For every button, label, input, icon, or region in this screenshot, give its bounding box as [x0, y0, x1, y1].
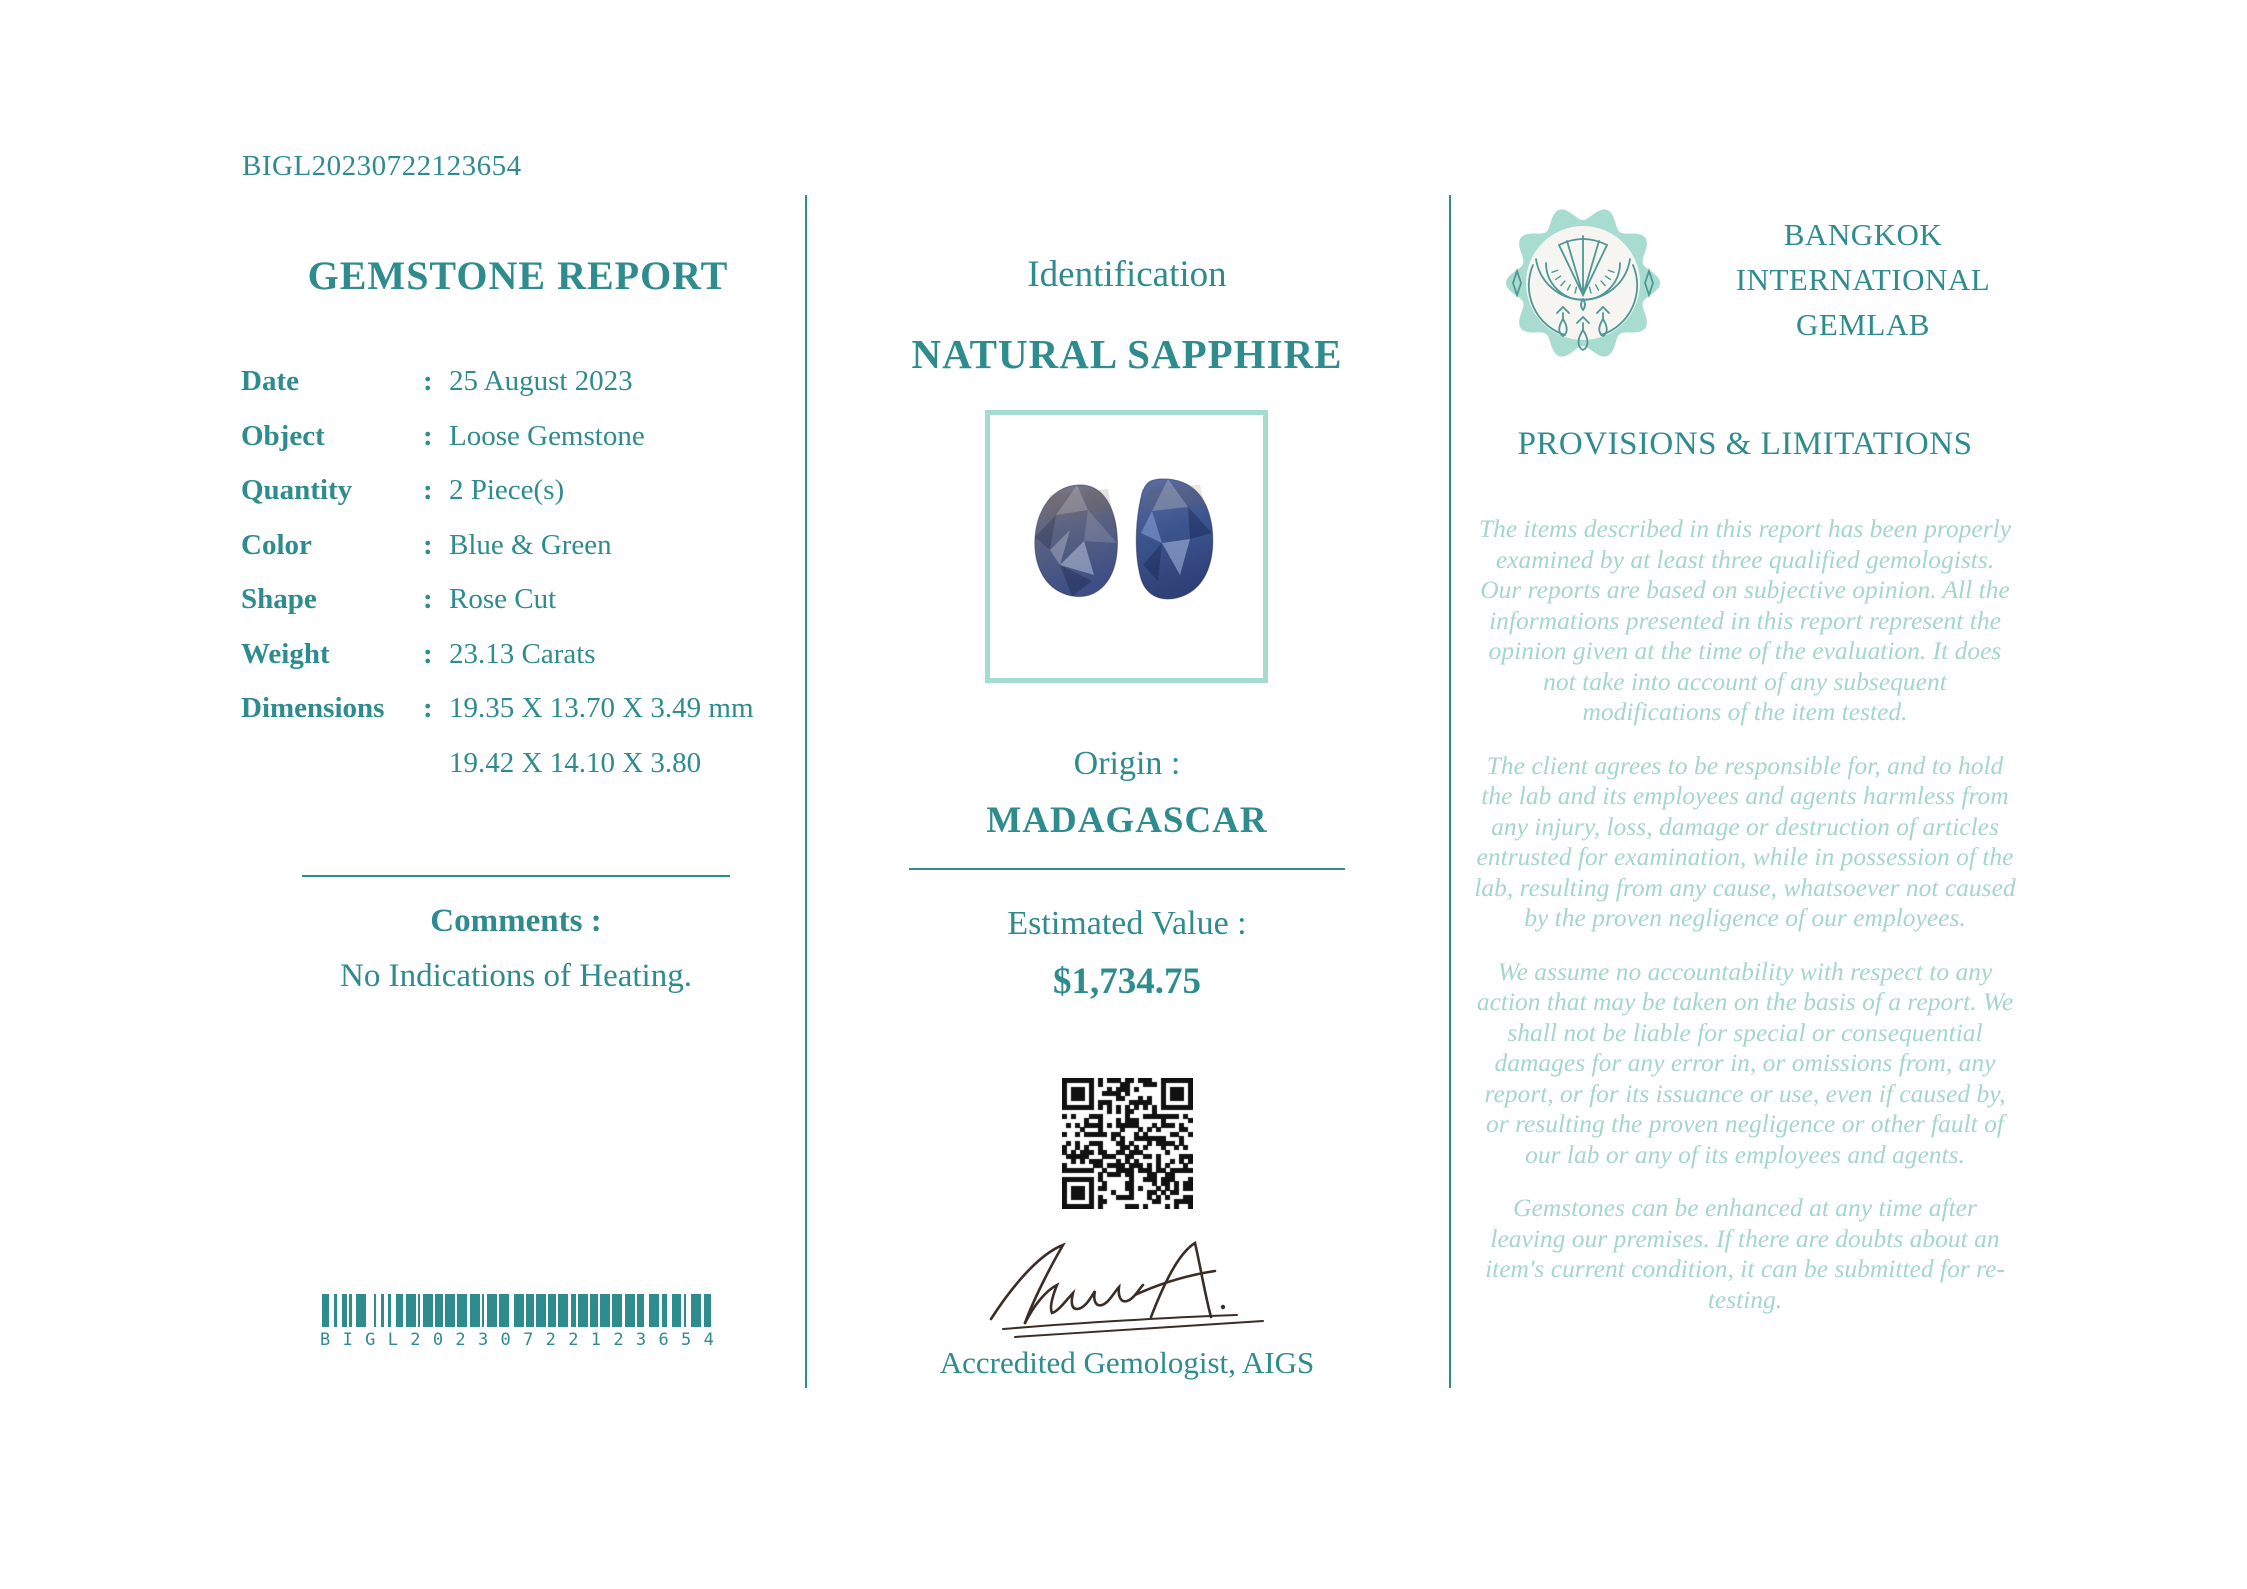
- report-field-row: Dimensions : 19.35 X 13.70 X 3.49 mm: [241, 692, 754, 724]
- lab-name-line: INTERNATIONAL: [1735, 262, 1991, 297]
- report-field-row: Color : Blue & Green: [241, 528, 612, 561]
- species-name: NATURAL SAPPHIRE: [911, 331, 1343, 377]
- lab-name: [1688, 212, 2038, 347]
- report-field-row: Object : Loose Gemstone: [241, 419, 645, 452]
- lab-logo-badge: [1503, 203, 1663, 363]
- estimated-value-label: Estimated Value :: [1007, 905, 1247, 942]
- comments-label: Comments :: [430, 903, 602, 939]
- gemstone-photo-frame: [985, 410, 1268, 683]
- report-field-row: Weight : 23.13 Carats: [241, 637, 596, 670]
- report-field-row: Shape : Rose Cut: [241, 583, 557, 615]
- qr-code: [1062, 1078, 1193, 1209]
- report-number: BIGL20230722123654: [242, 150, 522, 182]
- gemologist-credential: Accredited Gemologist, AIGS: [939, 1345, 1315, 1380]
- gemologist-signature: [975, 1233, 1280, 1345]
- provisions-heading: PROVISIONS & LIMITATIONS: [1517, 426, 1973, 462]
- report-title: GEMSTONE REPORT: [307, 253, 729, 298]
- provision-paragraph: We assume no accountability with respect to any action that may be taken on the basis of a report. We shall not be liable for special or consequential damages for any error in, or omissions from, any report, or for its issuance or use, even if caused by, or resulting the proven negligence or other fault of our lab or any of its employees and agents.: [1476, 956, 2014, 1169]
- origin-label: Origin :: [1073, 745, 1181, 782]
- barcode-text: B I G L 2 0 2 3 0 7 2 2 1 2 3 6 5 4: [320, 1330, 714, 1350]
- provision-paragraph: The client agrees to be responsible for, and to hold the lab and its employees and agents harmless from any injury, loss, damage or destruction of articles entrusted for examination, while in possession of the lab, resulting from any cause, whatsoever not caused by the proven negligence of our employees.: [1474, 750, 2016, 932]
- report-field-row: Date : 25 August 2023: [241, 365, 633, 397]
- provisions-paragraphs: [1473, 514, 2017, 1338]
- report-field-row: 19.42 X 14.10 X 3.80: [449, 746, 702, 779]
- column-divider-right: [1449, 195, 1451, 1388]
- barcode: [322, 1294, 712, 1327]
- identification-heading: Identification: [1027, 254, 1227, 295]
- comments-divider-line: [302, 875, 730, 877]
- estimated-value: $1,734.75: [1053, 961, 1201, 1002]
- comments-text: No Indications of Heating.: [340, 958, 692, 994]
- lab-name-line: BANGKOK: [1783, 217, 1943, 252]
- value-divider-line: [909, 868, 1345, 870]
- lab-name-line: GEMLAB: [1796, 307, 1930, 342]
- origin-value: MADAGASCAR: [986, 800, 1268, 841]
- provision-paragraph: The items described in this report has been properly examined by at least three qualified gemologists. Our reports are based on subjective opinion. All the informations presented in this report represent the opinion given at the time of the evaluation. It does not take into account of any subsequent modifications of the item tested.: [1478, 514, 2012, 726]
- report-field-row: Quantity : 2 Piece(s): [241, 474, 565, 506]
- report-fields-table: [241, 365, 797, 801]
- gemstone-photo: [990, 415, 1263, 678]
- provision-paragraph: Gemstones can be enhanced at any time after leaving our premises. If there are doubts about an item's current condition, it can be submitted for re-testing.: [1485, 1193, 2005, 1314]
